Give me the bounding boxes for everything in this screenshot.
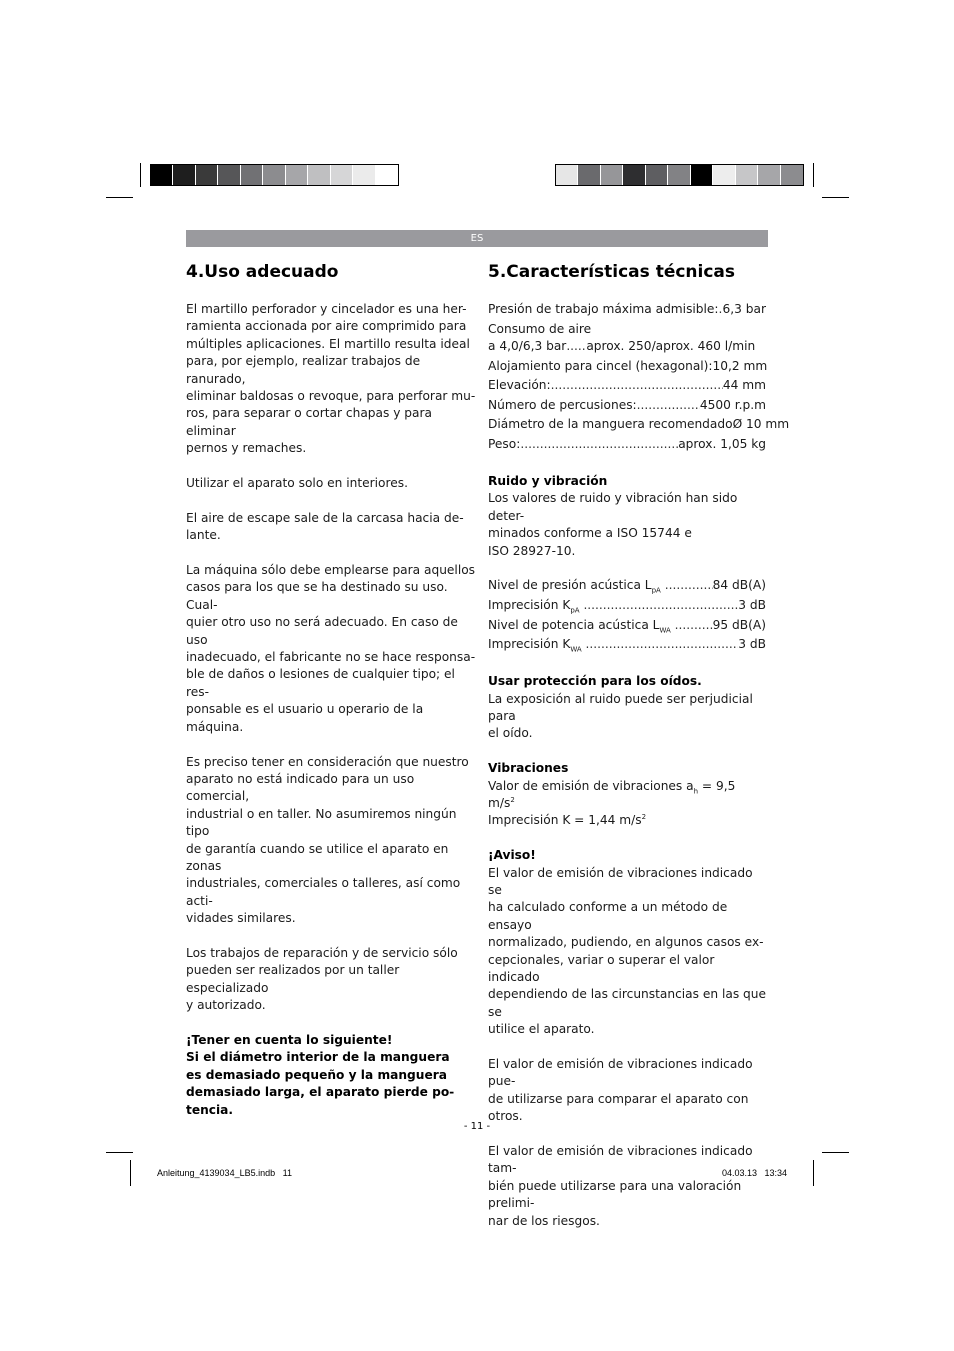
language-band bbox=[186, 230, 768, 247]
color-swatch bbox=[286, 165, 308, 185]
body-line: El aire de escape sale de la carcasa hacia de- bbox=[186, 510, 464, 525]
file-name: Anleitung_4139034_LB5.indb 11 bbox=[157, 1168, 292, 1178]
color-swatch bbox=[736, 165, 758, 185]
body-line: lante. bbox=[186, 528, 221, 543]
crop-mark bbox=[822, 197, 849, 198]
note-line: ¡Tener en cuenta lo siguiente! bbox=[186, 1032, 393, 1047]
noise-row-kpa: Imprecisión $K_{pA}$ ..... 3 dB bbox=[488, 597, 766, 617]
body-line: industriales, comerciales o talleres, así como acti- bbox=[186, 876, 461, 908]
color-swatch bbox=[691, 165, 713, 185]
noise-line: Los valores de ruido y vibración han sido deter- bbox=[488, 491, 738, 523]
body-line: Es preciso tener en consideración que nuestro bbox=[186, 754, 469, 769]
warning-line: nar de los riesgos. bbox=[488, 1213, 600, 1228]
vibration-emission: Valor de emisión de vibraciones $a_h = 9,5$ $m/s^2$ bbox=[488, 778, 736, 810]
crop-mark bbox=[813, 163, 814, 187]
noise-row-kwa: Imprecisión $K_{WA}$ ..... 3 dB bbox=[488, 636, 766, 656]
noise-row-lpa: Nivel de presión acústica $L_{pA}$ ..... 84 dB(A) bbox=[488, 577, 766, 597]
body-line: Los trabajos de reparación y de servicio sólo bbox=[186, 945, 458, 960]
crop-mark bbox=[106, 1152, 133, 1153]
noise-row-lwa: Nivel de potencia acústica $L_{WA}$ ..... 95 dB(A) bbox=[488, 617, 766, 637]
right-column-body bbox=[488, 301, 790, 1230]
spec-row-pressure: Presión de trabajo máxima admisible: ..... 6,3 bar bbox=[488, 301, 766, 321]
noise-line: ISO 28927-10. bbox=[488, 543, 576, 558]
ear-protection-text bbox=[488, 691, 766, 743]
body-line: y autorizado. bbox=[186, 998, 266, 1013]
ear-protection-title: Usar protección para los oídos. bbox=[488, 674, 702, 689]
color-swatch bbox=[758, 165, 780, 185]
body-line: vidades similares. bbox=[186, 911, 296, 926]
body-line: La máquina sólo debe emplearse para aquellos bbox=[186, 563, 476, 578]
color-swatch bbox=[218, 165, 240, 185]
spec-row-weight: Peso: ..... aprox. 1,05 kg bbox=[488, 436, 766, 456]
warning-line: El valor de emisión de vibraciones indicado se bbox=[488, 865, 753, 897]
warning-line: ha calculado conforme a un método de ensayo bbox=[488, 900, 728, 932]
warning-line: normalizado, pudiendo, en algunos casos ex- bbox=[488, 935, 764, 950]
body-line: aparato no está indicado para un uso comercial, bbox=[186, 771, 415, 804]
language-label: ES bbox=[470, 233, 484, 244]
warning-line: de utilizarse para comparar el aparato con otros. bbox=[488, 1091, 749, 1124]
noise-description bbox=[488, 490, 766, 560]
color-swatch bbox=[623, 165, 645, 185]
body-line: Utilizar el aparato solo en interiores. bbox=[186, 476, 408, 491]
crop-mark bbox=[130, 1160, 131, 1186]
note-line: tencia. bbox=[186, 1102, 234, 1117]
color-swatch bbox=[646, 165, 668, 185]
color-swatch bbox=[713, 165, 735, 185]
specs-table bbox=[488, 301, 790, 456]
color-swatch bbox=[173, 165, 195, 185]
color-swatch bbox=[668, 165, 690, 185]
color-swatch bbox=[151, 165, 173, 185]
body-line: inadecuado, el fabricante no se hace responsa- bbox=[186, 650, 476, 665]
noise-title: Ruido y vibración bbox=[488, 473, 608, 488]
color-calibration-bar-left bbox=[150, 164, 399, 186]
crop-mark bbox=[140, 163, 141, 187]
crop-mark bbox=[106, 197, 133, 198]
spec-row-air-value: a 4,0/6,3 bar ..... aprox. 250/aprox. 460 l/min bbox=[488, 338, 766, 358]
body-line: de garantía cuando se utilice el aparato en zonas bbox=[186, 841, 449, 873]
color-swatch bbox=[241, 165, 263, 185]
note-line: Si el diámetro interior de la manguera bbox=[186, 1050, 450, 1065]
body-line: quier otro uso no será adecuado. En caso de uso bbox=[186, 615, 458, 647]
color-swatch bbox=[353, 165, 375, 185]
warning-line: bién puede utilizarse para una valoración prelimi- bbox=[488, 1178, 742, 1211]
ear-line: La exposición al ruido puede ser perjudicial para bbox=[488, 691, 753, 723]
warning-line: dependiendo de las circunstancias en las que se bbox=[488, 987, 767, 1019]
section-heading-caracteristicas: 5.Características técnicas bbox=[488, 262, 736, 282]
spec-row-impacts: Número de percusiones: ..... 4500 r.p.m bbox=[488, 397, 766, 417]
color-swatch bbox=[781, 165, 803, 185]
ear-line: el oído. bbox=[488, 726, 533, 741]
body-line: industrial o en taller. No asumiremos ningún tipo bbox=[186, 806, 457, 839]
spec-row-chuck: Alojamiento para cincel (hexagonal): 10,2 mm bbox=[488, 358, 768, 373]
vibration-title: Vibraciones bbox=[488, 761, 569, 776]
body-line: El martillo perforador y cincelador es una her- bbox=[186, 302, 467, 316]
body-line: ros, para separar o cortar chapas y para eliminar bbox=[186, 406, 432, 438]
color-swatch bbox=[601, 165, 623, 185]
spec-row-air: Consumo de aire bbox=[488, 321, 592, 336]
color-swatch bbox=[331, 165, 353, 185]
warning-line: cepcionales, variar o superar el valor indicado bbox=[488, 952, 715, 984]
note-line: es demasiado pequeño y la manguera bbox=[186, 1067, 447, 1082]
vibration-uncertainty: Imprecisión K = 1,44 $m/s^2$ bbox=[488, 813, 647, 828]
left-column-body bbox=[186, 301, 476, 1119]
body-line: casos para los que se ha destinado su uso. Cual- bbox=[186, 580, 448, 612]
note-line: demasiado larga, el aparato pierde po- bbox=[186, 1085, 455, 1100]
color-swatch bbox=[578, 165, 600, 185]
noise-line: minados conforme a ISO 15744 e bbox=[488, 526, 692, 541]
body-line: pueden ser realizados por un taller especializado bbox=[186, 963, 400, 995]
color-calibration-bar-right bbox=[555, 164, 804, 186]
color-swatch bbox=[263, 165, 285, 185]
warning-line: El valor de emisión de vibraciones indicado tam- bbox=[488, 1144, 753, 1176]
page-number: - 11 - bbox=[463, 1121, 491, 1132]
body-line: ramienta accionada por aire comprimido para bbox=[186, 319, 467, 334]
body-line: para, por ejemplo, realizar trabajos de ranurado, bbox=[186, 354, 421, 386]
warning-title: ¡Aviso! bbox=[488, 848, 536, 863]
color-swatch bbox=[376, 165, 398, 185]
color-swatch bbox=[196, 165, 218, 185]
color-swatch bbox=[308, 165, 330, 185]
body-line: ponsable es el usuario u operario de la máquina. bbox=[186, 702, 424, 734]
body-line: pernos y remaches. bbox=[186, 441, 307, 456]
print-datetime: 04.03.13 13:34 bbox=[722, 1168, 788, 1178]
warning-line: El valor de emisión de vibraciones indicado pue- bbox=[488, 1057, 753, 1089]
body-line: ble de daños o lesiones de cualquier tipo; el res- bbox=[186, 667, 455, 699]
crop-mark bbox=[813, 1160, 814, 1186]
body-line: múltiples aplicaciones. El martillo resulta ideal bbox=[186, 336, 470, 351]
spec-row-stroke: Elevación: ..... 44 mm bbox=[488, 377, 766, 397]
section-heading-uso-adecuado: 4.Uso adecuado bbox=[186, 262, 339, 282]
crop-mark bbox=[822, 1152, 849, 1153]
body-line: eliminar baldosas o revoque, para perforar mu- bbox=[186, 389, 476, 404]
spec-row-hose: Diámetro de la manguera recomendado Ø 10 mm bbox=[488, 417, 790, 432]
color-swatch bbox=[556, 165, 578, 185]
warning-line: utilice el aparato. bbox=[488, 1022, 595, 1037]
